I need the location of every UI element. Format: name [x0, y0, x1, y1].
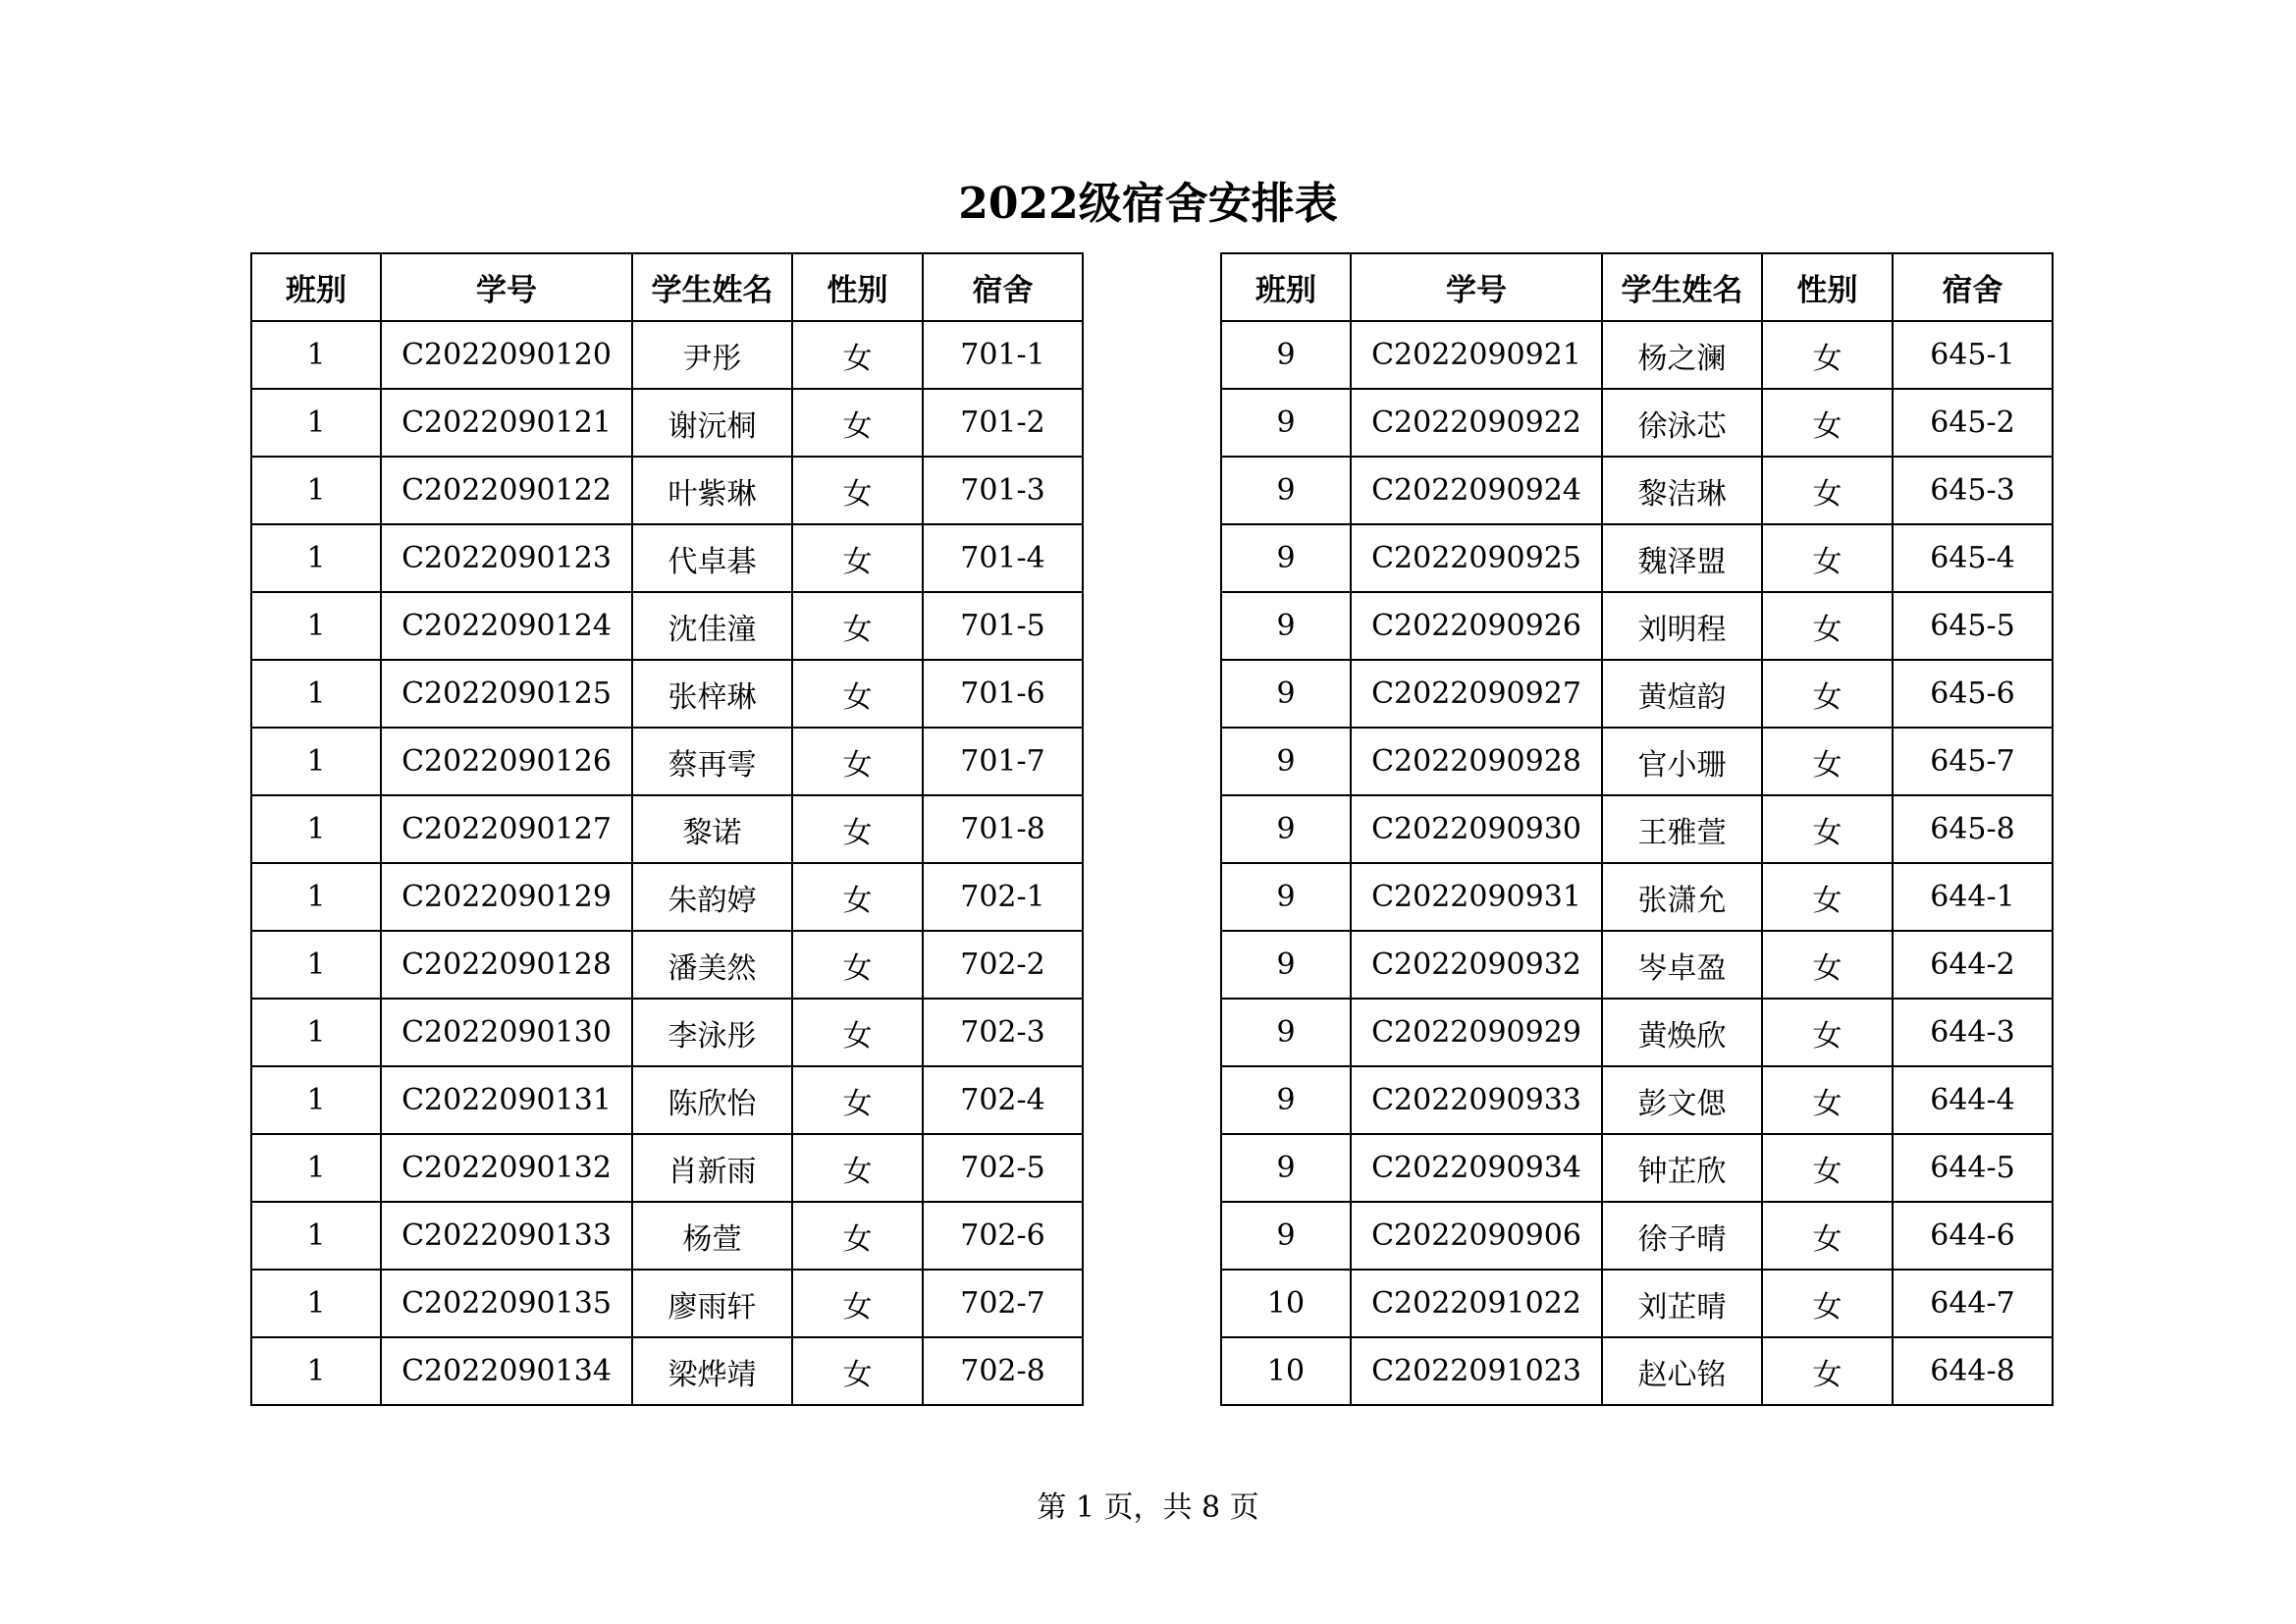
- cell-dorm: 645-4: [1893, 524, 2053, 592]
- table-row: [251, 1134, 1083, 1202]
- cell-student-name: 徐子晴: [1602, 1202, 1762, 1270]
- cell-student-id: C2022090922: [1351, 389, 1602, 457]
- header-gender: 性别: [1762, 253, 1893, 321]
- cell-class: 1: [251, 660, 381, 728]
- cell-class: 1: [251, 1134, 381, 1202]
- cell-student-id: C2022090129: [381, 863, 632, 931]
- cell-student-name: 梁烨靖: [632, 1337, 792, 1405]
- cell-student-id: C2022090924: [1351, 457, 1602, 524]
- table-row: [251, 795, 1083, 863]
- cell-dorm: 644-2: [1893, 931, 2053, 999]
- cell-student-name: 张梓琳: [632, 660, 792, 728]
- cell-student-name: 刘明程: [1602, 592, 1762, 660]
- cell-gender: 女: [792, 931, 923, 999]
- cell-class: 9: [1221, 592, 1351, 660]
- page-number: 第 1 页，共 8 页: [1037, 1490, 1259, 1525]
- cell-student-id: C2022090126: [381, 728, 632, 795]
- table-row: [1221, 592, 2053, 660]
- table-row: [251, 457, 1083, 524]
- cell-class: 10: [1221, 1337, 1351, 1405]
- cell-student-name: 叶紫琳: [632, 457, 792, 524]
- header-dorm: 宿舍: [923, 253, 1083, 321]
- cell-gender: 女: [1762, 321, 1893, 389]
- cell-class: 1: [251, 931, 381, 999]
- cell-student-id: C2022090933: [1351, 1066, 1602, 1134]
- cell-student-name: 官小珊: [1602, 728, 1762, 795]
- cell-gender: 女: [1762, 1066, 1893, 1134]
- cell-student-name: 尹彤: [632, 321, 792, 389]
- cell-student-id: C2022090135: [381, 1270, 632, 1337]
- cell-class: 9: [1221, 524, 1351, 592]
- cell-dorm: 645-6: [1893, 660, 2053, 728]
- cell-dorm: 702-2: [923, 931, 1083, 999]
- cell-student-id: C2022090906: [1351, 1202, 1602, 1270]
- cell-class: 9: [1221, 457, 1351, 524]
- cell-class: 9: [1221, 660, 1351, 728]
- cell-class: 1: [251, 389, 381, 457]
- table-row: [251, 728, 1083, 795]
- cell-gender: 女: [1762, 863, 1893, 931]
- cell-dorm: 702-6: [923, 1202, 1083, 1270]
- cell-student-name: 彭文偲: [1602, 1066, 1762, 1134]
- cell-dorm: 644-5: [1893, 1134, 2053, 1202]
- cell-student-name: 廖雨轩: [632, 1270, 792, 1337]
- table-row: [1221, 524, 2053, 592]
- cell-dorm: 702-7: [923, 1270, 1083, 1337]
- cell-student-name: 黎诺: [632, 795, 792, 863]
- cell-gender: 女: [792, 457, 923, 524]
- cell-gender: 女: [792, 592, 923, 660]
- table-row: [1221, 1066, 2053, 1134]
- cell-gender: 女: [792, 999, 923, 1066]
- cell-class: 9: [1221, 321, 1351, 389]
- table-row: [251, 1270, 1083, 1337]
- cell-class: 1: [251, 1270, 381, 1337]
- cell-class: 1: [251, 321, 381, 389]
- header-student-name: 学生姓名: [1602, 253, 1762, 321]
- header-student-name: 学生姓名: [632, 253, 792, 321]
- cell-student-id: C2022090120: [381, 321, 632, 389]
- cell-gender: 女: [1762, 1134, 1893, 1202]
- cell-gender: 女: [1762, 524, 1893, 592]
- table-row: [1221, 1337, 2053, 1405]
- cell-student-id: C2022090928: [1351, 728, 1602, 795]
- cell-student-name: 徐泳芯: [1602, 389, 1762, 457]
- cell-class: 10: [1221, 1270, 1351, 1337]
- cell-class: 9: [1221, 863, 1351, 931]
- cell-gender: 女: [1762, 1202, 1893, 1270]
- header-student-id: 学号: [381, 253, 632, 321]
- cell-dorm: 645-1: [1893, 321, 2053, 389]
- cell-class: 9: [1221, 795, 1351, 863]
- table-row: [1221, 1270, 2053, 1337]
- table-row: [251, 389, 1083, 457]
- cell-student-name: 朱韵婷: [632, 863, 792, 931]
- cell-gender: 女: [1762, 795, 1893, 863]
- cell-class: 1: [251, 999, 381, 1066]
- cell-dorm: 644-4: [1893, 1066, 2053, 1134]
- cell-dorm: 702-5: [923, 1134, 1083, 1202]
- table-row: [251, 1337, 1083, 1405]
- cell-student-name: 杨萱: [632, 1202, 792, 1270]
- cell-student-name: 李泳彤: [632, 999, 792, 1066]
- cell-student-name: 沈佳潼: [632, 592, 792, 660]
- cell-student-id: C2022090125: [381, 660, 632, 728]
- cell-dorm: 644-6: [1893, 1202, 2053, 1270]
- cell-student-name: 杨之澜: [1602, 321, 1762, 389]
- cell-student-name: 代卓碁: [632, 524, 792, 592]
- table-row: [1221, 660, 2053, 728]
- cell-student-name: 王雅萱: [1602, 795, 1762, 863]
- table-row: [251, 321, 1083, 389]
- cell-class: 1: [251, 524, 381, 592]
- cell-student-id: C2022090927: [1351, 660, 1602, 728]
- cell-gender: 女: [1762, 931, 1893, 999]
- cell-gender: 女: [792, 1270, 923, 1337]
- table-row: [1221, 999, 2053, 1066]
- cell-student-name: 赵心铭: [1602, 1337, 1762, 1405]
- table-row: [251, 1202, 1083, 1270]
- cell-gender: 女: [1762, 457, 1893, 524]
- cell-student-id: C2022090127: [381, 795, 632, 863]
- cell-class: 1: [251, 457, 381, 524]
- cell-student-id: C2022090123: [381, 524, 632, 592]
- cell-gender: 女: [1762, 389, 1893, 457]
- cell-student-name: 肖新雨: [632, 1134, 792, 1202]
- cell-student-id: C2022090130: [381, 999, 632, 1066]
- cell-student-name: 潘美然: [632, 931, 792, 999]
- cell-student-id: C2022090134: [381, 1337, 632, 1405]
- cell-dorm: 645-2: [1893, 389, 2053, 457]
- cell-student-id: C2022090921: [1351, 321, 1602, 389]
- cell-class: 9: [1221, 1202, 1351, 1270]
- cell-student-id: C2022090124: [381, 592, 632, 660]
- table-row: [1221, 321, 2053, 389]
- cell-gender: 女: [1762, 592, 1893, 660]
- cell-gender: 女: [1762, 728, 1893, 795]
- cell-class: 1: [251, 795, 381, 863]
- cell-student-id: C2022091022: [1351, 1270, 1602, 1337]
- cell-student-id: C2022090929: [1351, 999, 1602, 1066]
- cell-class: 9: [1221, 389, 1351, 457]
- table-row: [1221, 931, 2053, 999]
- cell-class: 1: [251, 1066, 381, 1134]
- cell-class: 9: [1221, 1134, 1351, 1202]
- cell-dorm: 701-8: [923, 795, 1083, 863]
- cell-dorm: 644-1: [1893, 863, 2053, 931]
- cell-gender: 女: [792, 1202, 923, 1270]
- header-row: [1221, 253, 2053, 321]
- cell-gender: 女: [1762, 1270, 1893, 1337]
- cell-student-id: C2022090122: [381, 457, 632, 524]
- cell-class: 9: [1221, 931, 1351, 999]
- cell-gender: 女: [792, 321, 923, 389]
- cell-student-id: C2022090934: [1351, 1134, 1602, 1202]
- page-title: 2022级宿舍安排表: [958, 179, 1338, 229]
- table-row: [1221, 1202, 2053, 1270]
- cell-student-name: 黄煊韵: [1602, 660, 1762, 728]
- cell-student-name: 陈欣怡: [632, 1066, 792, 1134]
- table-row: [251, 863, 1083, 931]
- table-row: [251, 592, 1083, 660]
- cell-student-id: C2022090931: [1351, 863, 1602, 931]
- table-row: [1221, 389, 2053, 457]
- cell-student-id: C2022091023: [1351, 1337, 1602, 1405]
- cell-dorm: 701-2: [923, 389, 1083, 457]
- cell-student-name: 谢沅桐: [632, 389, 792, 457]
- table-row: [251, 660, 1083, 728]
- cell-class: 9: [1221, 999, 1351, 1066]
- cell-dorm: 701-4: [923, 524, 1083, 592]
- cell-gender: 女: [792, 524, 923, 592]
- cell-dorm: 645-7: [1893, 728, 2053, 795]
- cell-student-id: C2022090932: [1351, 931, 1602, 999]
- cell-gender: 女: [1762, 660, 1893, 728]
- cell-dorm: 644-3: [1893, 999, 2053, 1066]
- cell-gender: 女: [792, 660, 923, 728]
- cell-dorm: 701-7: [923, 728, 1083, 795]
- header-dorm: 宿舍: [1893, 253, 2053, 321]
- cell-dorm: 644-7: [1893, 1270, 2053, 1337]
- cell-gender: 女: [792, 1066, 923, 1134]
- table-row: [251, 524, 1083, 592]
- cell-student-id: C2022090925: [1351, 524, 1602, 592]
- cell-gender: 女: [792, 728, 923, 795]
- roster-table-right: [1220, 252, 2054, 1406]
- cell-class: 1: [251, 592, 381, 660]
- roster-table-left: [250, 252, 1084, 1406]
- cell-gender: 女: [792, 1134, 923, 1202]
- cell-gender: 女: [792, 389, 923, 457]
- cell-student-id: C2022090930: [1351, 795, 1602, 863]
- header-class: 班别: [1221, 253, 1351, 321]
- table-row: [1221, 1134, 2053, 1202]
- cell-dorm: 645-3: [1893, 457, 2053, 524]
- cell-class: 1: [251, 863, 381, 931]
- cell-dorm: 702-3: [923, 999, 1083, 1066]
- cell-student-id: C2022090128: [381, 931, 632, 999]
- cell-dorm: 701-6: [923, 660, 1083, 728]
- cell-gender: 女: [792, 795, 923, 863]
- table-row: [251, 1066, 1083, 1134]
- cell-student-name: 黎洁琳: [1602, 457, 1762, 524]
- cell-dorm: 701-1: [923, 321, 1083, 389]
- table-row: [1221, 728, 2053, 795]
- cell-student-name: 刘芷晴: [1602, 1270, 1762, 1337]
- cell-class: 1: [251, 728, 381, 795]
- cell-student-id: C2022090131: [381, 1066, 632, 1134]
- roster-body-left: [251, 321, 1083, 1405]
- cell-dorm: 702-4: [923, 1066, 1083, 1134]
- cell-gender: 女: [792, 1337, 923, 1405]
- header-student-id: 学号: [1351, 253, 1602, 321]
- header-class: 班别: [251, 253, 381, 321]
- cell-student-id: C2022090121: [381, 389, 632, 457]
- cell-student-id: C2022090926: [1351, 592, 1602, 660]
- cell-gender: 女: [792, 863, 923, 931]
- cell-student-id: C2022090132: [381, 1134, 632, 1202]
- cell-student-name: 黄焕欣: [1602, 999, 1762, 1066]
- cell-class: 1: [251, 1337, 381, 1405]
- cell-gender: 女: [1762, 1337, 1893, 1405]
- table-row: [251, 931, 1083, 999]
- table-row: [1221, 795, 2053, 863]
- cell-dorm: 644-8: [1893, 1337, 2053, 1405]
- cell-dorm: 645-8: [1893, 795, 2053, 863]
- header-row: [251, 253, 1083, 321]
- cell-class: 9: [1221, 1066, 1351, 1134]
- cell-student-name: 岑卓盈: [1602, 931, 1762, 999]
- table-row: [251, 999, 1083, 1066]
- cell-dorm: 702-8: [923, 1337, 1083, 1405]
- roster-body-right: [1221, 321, 2053, 1405]
- cell-student-name: 钟芷欣: [1602, 1134, 1762, 1202]
- cell-gender: 女: [1762, 999, 1893, 1066]
- table-row: [1221, 457, 2053, 524]
- cell-class: 9: [1221, 728, 1351, 795]
- cell-student-name: 魏泽盟: [1602, 524, 1762, 592]
- header-gender: 性别: [792, 253, 923, 321]
- cell-class: 1: [251, 1202, 381, 1270]
- cell-student-name: 张潇允: [1602, 863, 1762, 931]
- cell-student-id: C2022090133: [381, 1202, 632, 1270]
- cell-dorm: 701-3: [923, 457, 1083, 524]
- cell-dorm: 702-1: [923, 863, 1083, 931]
- cell-dorm: 701-5: [923, 592, 1083, 660]
- cell-dorm: 645-5: [1893, 592, 2053, 660]
- cell-student-name: 蔡再雩: [632, 728, 792, 795]
- table-row: [1221, 863, 2053, 931]
